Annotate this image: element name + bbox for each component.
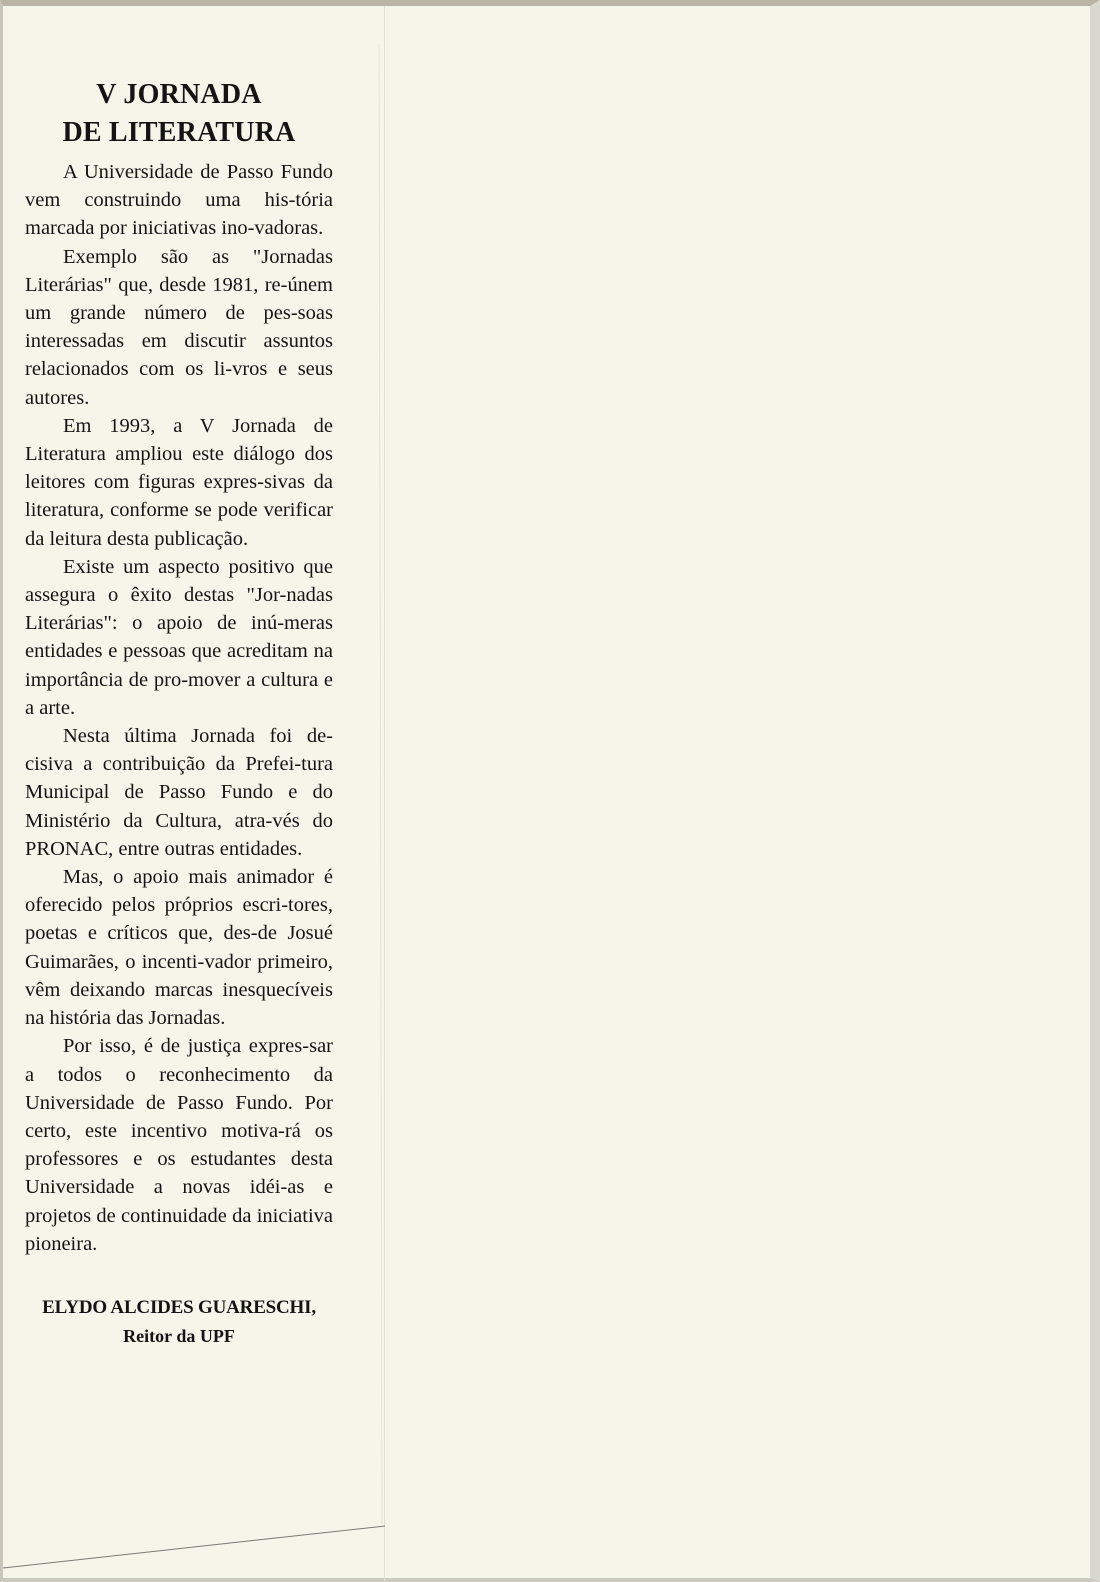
inner-flap [3, 6, 385, 1581]
paragraph: Mas, o apoio mais animador é oferecido pelos próprios escri-tores, poetas e críticos que, des-de Josué Guimarães, o incenti-vador primeiro, vêm deixando marcas inesquecíveis na história das Jornadas. [25, 866, 333, 1030]
article-body [25, 158, 333, 1258]
signature-role: Reitor da UPF [123, 1325, 235, 1346]
paragraph: Por isso, é de justiça expres-sar a todos o reconhecimento da Universidade de Passo Fundo. Por certo, este incentivo motiva-rá os professores e os estudantes desta Universidade a novas idéi-as e projetos de continuidade da iniciativa pioneira. [25, 1035, 333, 1255]
paragraph: A Universidade de Passo Fundo vem construindo uma his-tória marcada por iniciativas ino-vadoras. [25, 161, 333, 240]
signature-name: ELYDO ALCIDES GUARESCHI, [42, 1296, 316, 1318]
signature-block [25, 1294, 333, 1350]
text-column [25, 76, 333, 1350]
title-line-2: DE LITERATURA [62, 117, 296, 148]
article-title [25, 76, 333, 152]
paragraph: Em 1993, a V Jornada de Literatura ampliou este diálogo dos leitores com figuras expres-sivas da literatura, conforme se pode verificar da leitura desta publicação. [25, 414, 333, 550]
paragraph: Existe um aspecto positivo que assegura o êxito destas "Jor-nadas Literárias": o apoio de inú-meras entidades e pessoas que acreditam na importância de pro-mover a cultura e a arte. [25, 555, 333, 719]
paragraph: Exemplo são as "Jornadas Literárias" que, desde 1981, re-únem um grande número de pes-soas interessadas em discutir assuntos relacionados com os li-vros e seus autores. [25, 245, 333, 409]
paragraph: Nesta última Jornada foi de-cisiva a contribuição da Prefei-tura Municipal de Passo Fundo e do Ministério da Cultura, atra-vés do PRONAC, entre outras entidades. [25, 725, 333, 860]
title-line-1: V JORNADA [96, 79, 262, 110]
